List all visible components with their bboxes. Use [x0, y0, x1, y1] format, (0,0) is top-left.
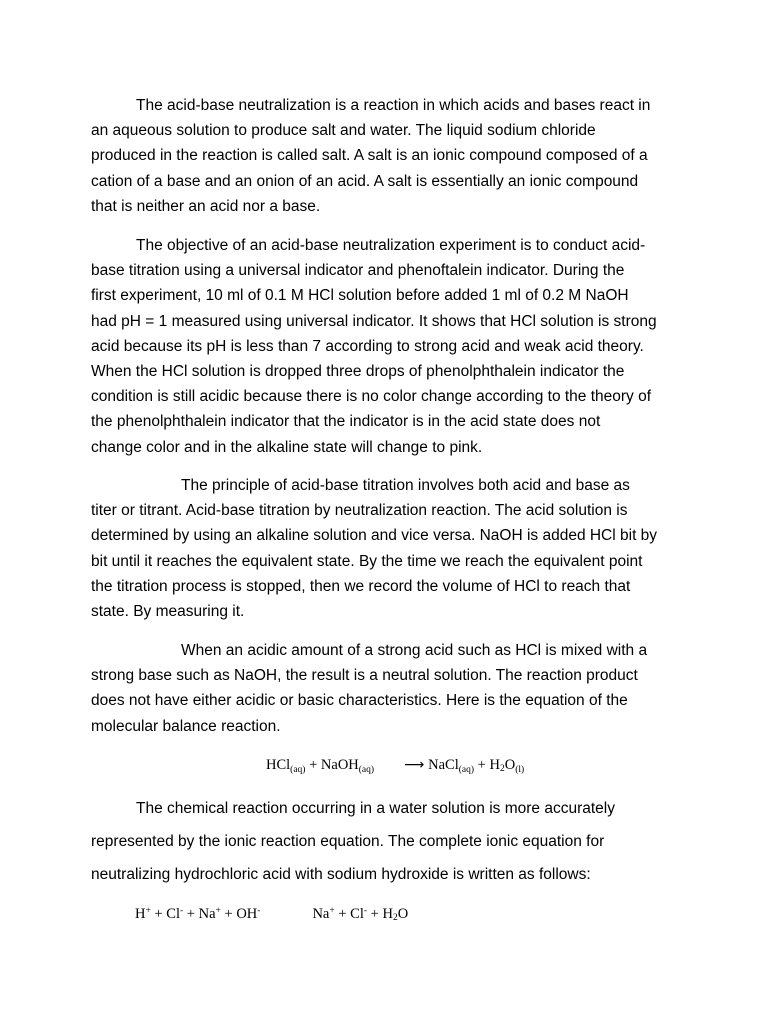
paragraph-ionic-equation-intro [91, 792, 691, 891]
formula-naoh: NaOH [320, 757, 359, 773]
ion-h: H [135, 906, 146, 922]
state-subscript: (l) [515, 765, 525, 775]
text-line: determined by using an alkaline solution and vice versa. NaOH is added HCl bit by [91, 527, 658, 545]
atom-count-subscript: 2 [499, 764, 505, 774]
state-subscript: (aq) [358, 765, 375, 775]
formula-o: O [504, 757, 516, 773]
text-line: neutralizing hydrochloric acid with sodium hydroxide is written as follows: [91, 866, 591, 883]
state-subscript: (aq) [290, 765, 306, 775]
charge-superscript: + [145, 906, 151, 916]
state-subscript: (aq) [458, 765, 475, 775]
formula-hcl: HCl [266, 757, 291, 773]
paragraph-neutralization-intro [91, 93, 691, 219]
ion-na: Na [312, 906, 330, 922]
charge-superscript: + [215, 906, 221, 916]
text-line: The principle of acid-base titration involves both acid and base as [181, 477, 630, 494]
plus-sign: + [474, 757, 490, 773]
molecular-equation [266, 757, 524, 775]
formula-nacl: NaCl [428, 757, 459, 773]
text-line: change color and in the alkaline state will change to pink. [91, 438, 483, 456]
text-line: acid because its pH is less than 7 according to strong acid and weak acid theory. [91, 337, 644, 355]
text-line: molecular balance reaction. [91, 717, 281, 735]
plus-sign: + [305, 757, 321, 773]
text-line: represented by the ionic reaction equation. The complete ionic equation for [91, 833, 605, 850]
text-line: When an acidic amount of a strong acid such as HCl is mixed with a [181, 642, 648, 659]
text-line: When the HCl solution is dropped three drops of phenolphthalein indicator the [91, 363, 625, 381]
text-line: base titration using a universal indicator and phenoftalein indicator. During the [91, 262, 625, 280]
text-line: first experiment, 10 ml of 0.1 M HCl solution before added 1 ml of 0.2 M NaOH [91, 287, 629, 305]
formula-o: O [397, 906, 409, 922]
ion-oh: OH [236, 906, 258, 922]
paragraph-experiment-objective [91, 233, 691, 460]
charge-superscript: - [179, 906, 184, 916]
charge-superscript: - [257, 906, 261, 916]
plus-sign: + [334, 906, 351, 922]
plus-sign: + [220, 906, 237, 922]
text-line: the titration process is stopped, then we record the volume of HCl to reach that [91, 577, 631, 595]
atom-count-subscript: 2 [392, 913, 398, 923]
text-line: condition is still acidic because there is no color change according to the theory of [91, 388, 652, 406]
paragraph-neutral-solution [91, 638, 691, 739]
text-line: titer or titrant. Acid-base titration by neutralization reaction. The acid solution is [91, 502, 628, 520]
text-line: cation of a base and an onion of an acid. A salt is essentially an ionic compound [91, 172, 639, 190]
text-line: The acid-base neutralization is a reaction in which acids and bases react in [136, 97, 651, 114]
text-line: produced in the reaction is called salt. A salt is an ionic compound composed of a [91, 147, 648, 165]
text-line: bit until it reaches the equivalent state. By the time we reach the equivalent point [91, 552, 643, 570]
plus-sign: + [150, 906, 167, 922]
formula-h: H [382, 906, 393, 922]
text-line: had pH = 1 measured using universal indicator. It shows that HCl solution is strong [91, 312, 657, 330]
complete-ionic-equation [135, 906, 408, 923]
text-line: that is neither an acid nor a base. [91, 197, 321, 215]
text-line: The objective of an acid-base neutralization experiment is to conduct acid- [136, 237, 646, 254]
plus-sign: + [367, 906, 383, 922]
charge-superscript: + [329, 906, 335, 916]
formula-h: H [489, 757, 500, 773]
charge-superscript: - [363, 906, 368, 916]
ion-cl: Cl [350, 906, 364, 922]
plus-sign: + [183, 906, 199, 922]
text-line: does not have either acidic or basic characteristics. Here is the equation of the [91, 692, 628, 710]
text-line: strong base such as NaOH, the result is a neutral solution. The reaction product [91, 667, 638, 685]
text-line: state. By measuring it. [91, 603, 245, 621]
text-line: an aqueous solution to produce salt and water. The liquid sodium chloride [91, 122, 596, 140]
paragraph-titration-principle [91, 473, 691, 624]
ion-na: Na [198, 906, 216, 922]
reaction-arrow-icon: ⟶ [404, 757, 425, 773]
ion-cl: Cl [166, 906, 180, 922]
text-line: The chemical reaction occurring in a water solution is more accurately [136, 800, 615, 817]
text-line: the phenolphthalein indicator that the indicator is in the acid state does not [91, 413, 601, 431]
